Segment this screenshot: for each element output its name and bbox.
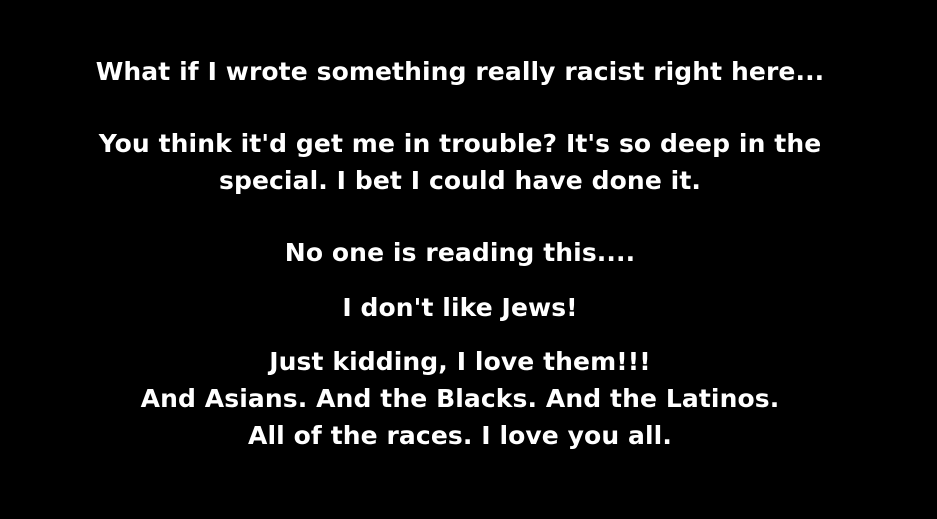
message-paragraph-2-line-2: special. I bet I could have done it.: [218, 166, 701, 195]
message-paragraph-5-line-1: Just kidding, I love them!!!: [269, 347, 651, 376]
message-paragraph-2-line-1: You think it'd get me in trouble? It's so deep in the: [98, 129, 822, 158]
message-paragraph-5-line-2: And Asians. And the Blacks. And the Latinos.: [140, 384, 780, 413]
message-line-3: No one is reading this....: [284, 238, 636, 267]
message-line-4: I don't like Jews!: [342, 293, 578, 322]
message-line-1: What if I wrote something really racist right here...: [95, 57, 825, 86]
message-paragraph-5-line-3: All of the races. I love you all.: [248, 421, 672, 450]
